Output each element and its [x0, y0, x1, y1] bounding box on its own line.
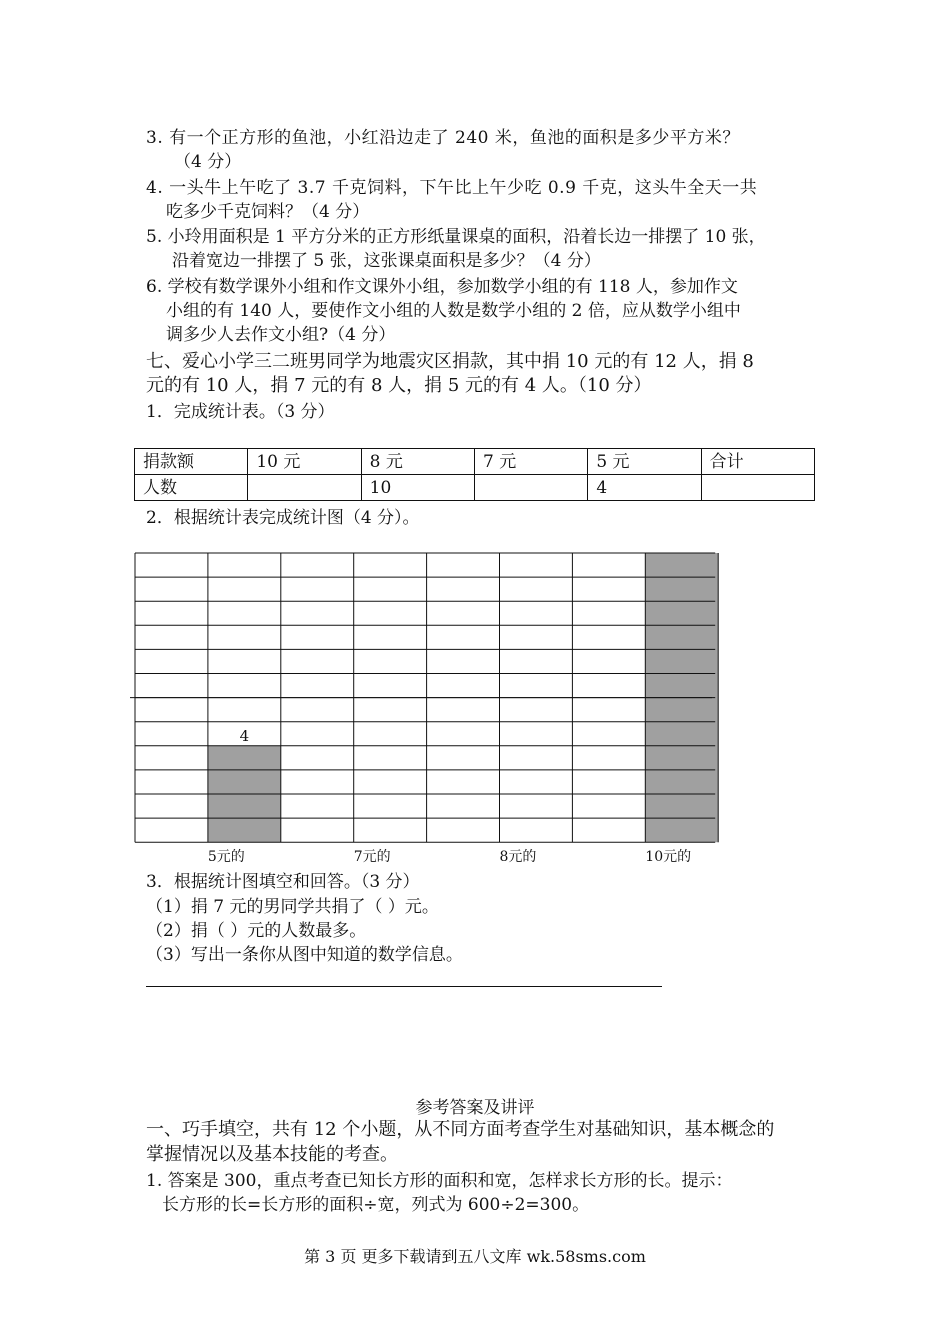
section7-q3: （3）写出一条你从图中知道的数学信息。: [146, 945, 463, 965]
table-cell: 4: [588, 475, 701, 501]
question-5-line1: 5. 小玲用面积是 1 平方分米的正方形纸量课桌的面积，沿着长边一排摆了 10 张，: [146, 227, 766, 247]
category-label-3: 8元的: [499, 849, 537, 866]
answer-1-line2: 长方形的长=长方形的面积÷宽，列式为 600÷2=300。: [162, 1195, 590, 1215]
question-6-line3: 调多少人去作文小组?（4 分）: [166, 325, 396, 345]
section7-q1: （1）捐 7 元的男同学共捐了（ ）元。: [146, 897, 439, 917]
question-3-line2: （4 分）: [174, 152, 242, 172]
table-cell: 人数: [135, 475, 248, 501]
table-cell: 捐款额: [135, 449, 248, 475]
table-cell: 10: [361, 475, 474, 501]
section7-line2: 元的有 10 人，捐 7 元的有 8 人，捐 5 元的有 4 人。（10 分）: [146, 375, 652, 396]
answer-blank-line: [146, 986, 662, 987]
answers-intro-line2: 掌握情况以及基本技能的考查。: [146, 1144, 398, 1165]
question-3-line1: 3. 有一个正方形的鱼池，小红沿边走了 240 米，鱼池的面积是多少平方米？: [146, 128, 740, 148]
category-label-4: 10元的: [645, 849, 692, 866]
question-4-line2: 吃多少千克饲料？（4 分）: [166, 202, 370, 222]
table-cell: 8 元: [361, 449, 474, 475]
table-cell: 5 元: [588, 449, 701, 475]
category-label-1: 5元的: [207, 849, 245, 866]
section7-q2: （2）捐（ ）元的人数最多。: [146, 921, 367, 941]
answers-intro-line1: 一、巧手填空，共有 12 个小题，从不同方面考查学生对基础知识，基本概念的: [146, 1119, 775, 1140]
answers-title: 参考答案及讲评: [415, 1098, 535, 1118]
table-cell: 10 元: [248, 449, 361, 475]
section7-part2: 2．根据统计表完成统计图（4 分）。: [146, 508, 420, 528]
question-5-line2: 沿着宽边一排摆了 5 张，这张课桌面积是多少？（4 分）: [172, 251, 601, 271]
question-4-line1: 4. 一头牛上午吃了 3.7 千克饲料，下午比上午少吃 0.9 千克，这头牛全天一共: [146, 178, 758, 198]
data-label-1: 4: [239, 726, 250, 745]
question-6-line2: 小组的有 140 人，要使作文小组的人数是数学小组的 2 倍，应从数学小组中: [166, 301, 741, 321]
section7-part3: 3．根据统计图填空和回答。（3 分）: [146, 872, 420, 892]
table-cell: 合计: [701, 449, 814, 475]
page-footer: 第 3 页 更多下载请到五八文库 wk.58sms.com: [304, 1247, 646, 1266]
category-label-2: 7元的: [353, 849, 391, 866]
section7-line1: 七、爱心小学三二班男同学为地震灾区捐款，其中捐 10 元的有 12 人，捐 8: [146, 351, 754, 372]
section7-part1: 1．完成统计表。（3 分）: [146, 402, 335, 422]
answer-1-line1: 1. 答案是 300，重点考查已知长方形的面积和宽，怎样求长方形的长。提示：: [146, 1171, 733, 1191]
table-cell: 7 元: [474, 449, 587, 475]
question-6-line1: 6. 学校有数学课外小组和作文课外小组，参加数学小组的有 118 人，参加作文: [146, 277, 738, 297]
